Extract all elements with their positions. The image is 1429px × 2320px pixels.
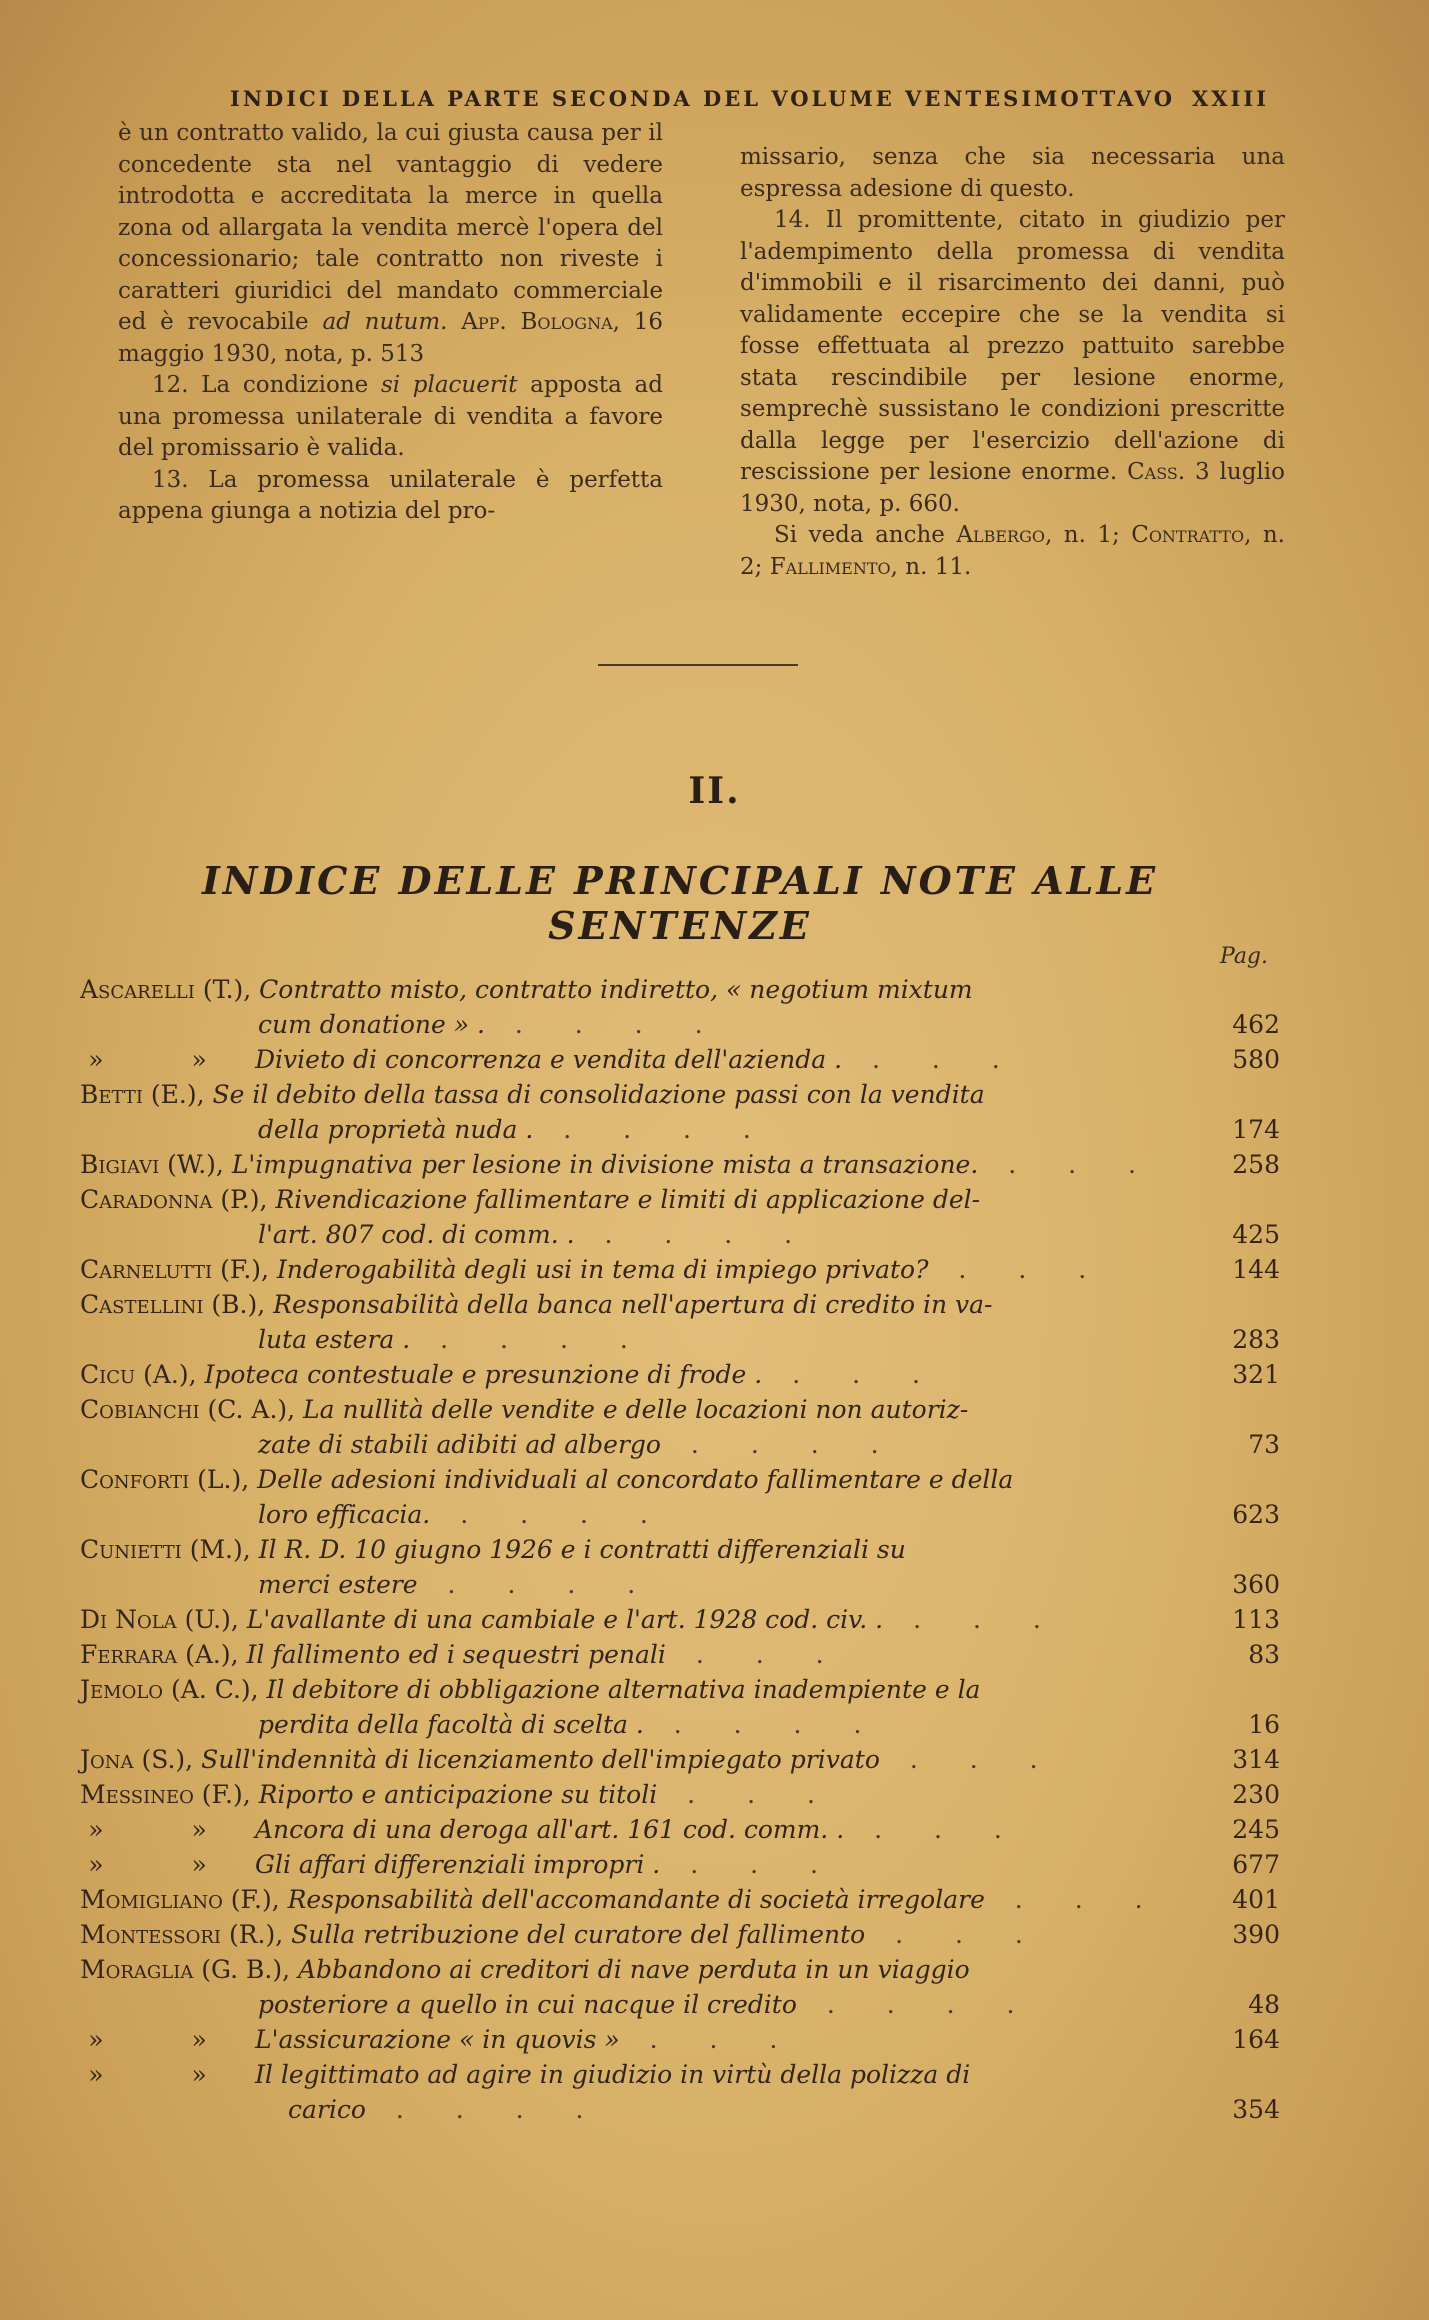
index-title: Inderogabilità degli usi in tema di impiego privato? — [276, 1255, 929, 1284]
index-entry — [80, 1917, 1280, 1952]
index-entry-line — [80, 1462, 1280, 1497]
index-author: Caradonna (P.), — [80, 1185, 276, 1214]
index-title: Se il debito della tassa di consolidazione passi con la vendita — [212, 1080, 985, 1109]
index-page-number: 321 — [1232, 1360, 1280, 1389]
dot-leader: . . . — [660, 1850, 840, 1879]
index-title: Divieto di concorrenza e vendita dell'azienda . — [255, 1045, 843, 1074]
index-title: Ipoteca contestuale e presunzione di frode . — [204, 1360, 763, 1389]
dot-leader: . . . . — [643, 1710, 884, 1739]
index-author: Betti (E.), — [80, 1080, 213, 1109]
index-page-number: 164 — [1232, 2025, 1280, 2054]
dot-leader: . . . . — [796, 1990, 1037, 2019]
dot-leader: . . . . — [365, 2095, 606, 2124]
index-entry — [80, 972, 1280, 1042]
index-page-number: 314 — [1232, 1745, 1280, 1774]
index-title: Abbandono ai creditori di nave perduta in un viaggio — [298, 1955, 970, 1984]
index-entry-line — [80, 2057, 1280, 2092]
index-title: L'impugnativa per lesione in divisione mista a transazione. — [231, 1150, 979, 1179]
left-column — [118, 118, 663, 528]
index-entry-line — [80, 1287, 1280, 1322]
index-author: Ascarelli (T.), — [80, 975, 260, 1004]
index-page-number: 390 — [1232, 1920, 1280, 1949]
index-title: Contratto misto, contratto indiretto, « negotium mixtum — [259, 975, 973, 1004]
index-entry-line — [80, 2092, 1280, 2127]
index-title: Il fallimento ed i sequestri penali — [246, 1640, 666, 1669]
ditto-mark: » » — [88, 2060, 247, 2089]
dot-leader: . . . . — [410, 1325, 650, 1354]
index-title: Responsabilità dell'accomandante di società irregolare — [287, 1885, 985, 1914]
index-entry — [80, 1882, 1280, 1917]
index-title: La nullità delle vendite e delle locazioni non autoriz- — [303, 1395, 969, 1424]
section-divider — [598, 664, 798, 666]
index-title: Il legittimato ad agire in giudizio in virtù della polizza di — [255, 2060, 971, 2089]
index-author: Cicu (A.), — [80, 1360, 205, 1389]
index-entry — [80, 1042, 1280, 1077]
index-page-number: 16 — [1248, 1710, 1280, 1739]
index-author: Messineo (F.), — [80, 1780, 259, 1809]
paragraph-14: 14. Il promittente, citato in giudizio per l'adempimento della promessa di vendita d'immobili e il risarcimento dei danni, può validamente eccepire che se la vendita si fosse effettuata al prezzo pattuito sarebbe stata rescindibile per lesione enorme, semprechè sussistano le condizioni prescritte dalla legge per l'esercizio dell'azione di rescissione per lesione enorme. Cass. 3 luglio 1930, nota, p. 660. — [740, 207, 1285, 517]
index-author: Cobianchi (C. A.), — [80, 1395, 304, 1424]
index-page-number: 73 — [1248, 1430, 1280, 1459]
index-entry-line — [80, 1812, 1280, 1847]
index-title-continued: zate di stabili adibiti ad albergo — [258, 1430, 661, 1459]
index-author: Carnelutti (F.), — [80, 1255, 277, 1284]
index-entry-line — [80, 1882, 1280, 1917]
index-entry-line — [80, 1532, 1280, 1567]
index-title: Il debitore di obbligazione alternativa inadempiente e la — [266, 1675, 981, 1704]
index-entry-line — [80, 1672, 1280, 1707]
index-entry-line — [80, 1742, 1280, 1777]
index-title: Il R. D. 10 giugno 1926 e i contratti differenziali su — [258, 1535, 906, 1564]
dot-leader: . . . — [865, 1920, 1045, 1949]
index-entry-line — [80, 1987, 1280, 2022]
index-entry — [80, 1182, 1280, 1252]
paragraph-13: 13. La promessa unilaterale è perfetta appena giunga a notizia del pro- — [118, 466, 663, 524]
dot-leader: . . . . — [417, 1570, 658, 1599]
index-page-number: 360 — [1232, 1570, 1280, 1599]
dot-leader: . . . — [928, 1255, 1109, 1284]
index-page-number: 401 — [1232, 1885, 1280, 1914]
index-entry-line — [80, 1602, 1280, 1637]
index-page-number: 83 — [1248, 1640, 1280, 1669]
index-entry-line — [80, 1077, 1280, 1112]
right-column — [740, 142, 1285, 583]
dot-leader: . . . . — [430, 1500, 670, 1529]
section-title: INDICE DELLE PRINCIPALI NOTE ALLE SENTENZE — [201, 858, 1159, 948]
dot-leader: . . . — [883, 1605, 1063, 1634]
index-entry-line — [80, 1707, 1280, 1742]
index-entry — [80, 1952, 1280, 2022]
dot-leader: . . . — [657, 1780, 837, 1809]
index-entry — [80, 1147, 1280, 1182]
paragraph-11-tail: è un contratto valido, la cui giusta causa per il concedente sta nel vantaggio di vedere introdotta e accreditata la merce in quella zona od allargata la vendita mercè l'opera del concessionario; tale contratto non riveste i caratteri giuridici del mandato commerciale ed è revocabile ad nutum. App. Bologna, 16 maggio 1930, nota, p. 513 — [118, 120, 664, 367]
index-entry — [80, 1812, 1280, 1847]
index-entry-line — [80, 1252, 1280, 1287]
dot-leader: . . . . — [484, 1010, 725, 1039]
index-entry — [80, 1077, 1280, 1147]
index-title: Rivendicazione fallimentare e limiti di applicazione del- — [275, 1185, 981, 1214]
index-entry-line — [80, 1567, 1280, 1602]
index-title: Delle adesioni individuali al concordato fallimentare e della — [257, 1465, 1014, 1494]
index-author: Cunietti (M.), — [80, 1535, 259, 1564]
index-page-number: 425 — [1232, 1220, 1280, 1249]
index-page-number: 623 — [1232, 1500, 1280, 1529]
index-entry-line — [80, 1847, 1280, 1882]
index-entry-line — [80, 1917, 1280, 1952]
page-folio: XXIII — [1191, 86, 1269, 111]
index-entry-line — [80, 1497, 1280, 1532]
ditto-mark: » » — [88, 2025, 247, 2054]
dot-leader: . . . — [842, 1045, 1022, 1074]
index-title-continued: della proprietà nuda . — [258, 1115, 534, 1144]
index-title-continued: carico — [288, 2095, 366, 2124]
dot-leader: . . . — [879, 1745, 1060, 1774]
index-author: Jona (S.), — [80, 1745, 202, 1774]
dot-leader: . . . . — [660, 1430, 901, 1459]
index-entry — [80, 1637, 1280, 1672]
index-entry-line — [80, 1147, 1280, 1182]
index-author: Bigiavi (W.), — [80, 1150, 232, 1179]
index-title: Responsabilità della banca nell'apertura di credito in va- — [273, 1290, 993, 1319]
dot-leader: . . . — [665, 1640, 846, 1669]
index-title: Gli affari differenziali impropri . — [255, 1850, 661, 1879]
index-entry-line — [80, 1357, 1280, 1392]
index-author: Jemolo (A. C.), — [80, 1675, 267, 1704]
index-page-number: 354 — [1232, 2095, 1280, 2124]
index-entry — [80, 1252, 1280, 1287]
running-head-title: INDICI DELLA PARTE SECONDA DEL VOLUME VENTESIMOTTAVO — [230, 86, 1176, 111]
ditto-mark: » » — [88, 1045, 247, 1074]
index-entry-line — [80, 1007, 1280, 1042]
index-page-number: 245 — [1232, 1815, 1280, 1844]
dot-leader: . . . — [844, 1815, 1024, 1844]
index-author: Moraglia (G. B.), — [80, 1955, 298, 1984]
index-entry-line — [80, 1182, 1280, 1217]
index-page-number: 283 — [1232, 1325, 1280, 1354]
index-author: Momigliano (F.), — [80, 1885, 288, 1914]
index-entry — [80, 2022, 1280, 2057]
index-entry — [80, 2057, 1280, 2127]
index-entry-line — [80, 972, 1280, 1007]
dot-leader: . . . — [978, 1150, 1158, 1179]
index-author: Conforti (L.), — [80, 1465, 258, 1494]
index-author: Castellini (B.), — [80, 1290, 274, 1319]
index-entry-line — [80, 1427, 1280, 1462]
index-title-continued: merci estere — [258, 1570, 418, 1599]
index-page-number: 462 — [1232, 1010, 1280, 1039]
index-page-number: 258 — [1232, 1150, 1280, 1179]
index-entry-line — [80, 1217, 1280, 1252]
index-page-number: 580 — [1232, 1045, 1280, 1074]
index-author: Ferrara (A.), — [80, 1640, 247, 1669]
index-title-continued: cum donatione » . — [258, 1010, 485, 1039]
index-title-continued: loro efficacia. — [258, 1500, 431, 1529]
index-entry-line — [80, 2022, 1280, 2057]
ditto-mark: » » — [88, 1850, 247, 1879]
paragraph-12: 12. La condizione si placuerit apposta ad una promessa unilaterale di vendita a favore del promissario è valida. — [118, 372, 663, 461]
dot-leader: . . . — [984, 1885, 1165, 1914]
index-entry — [80, 1532, 1280, 1602]
index-title: L'avallante di una cambiale e l'art. 1928 cod. civ. . — [246, 1605, 884, 1634]
index-entry — [80, 1847, 1280, 1882]
index-entry-line — [80, 1392, 1280, 1427]
page-column-label: Pag. — [1220, 944, 1269, 969]
ditto-mark: » » — [88, 1815, 247, 1844]
index-entry — [80, 1287, 1280, 1357]
index-entry — [80, 1462, 1280, 1532]
index-title-continued: l'art. 807 cod. di comm. . — [258, 1220, 575, 1249]
index-title: Sull'indennità di licenziamento dell'impiegato privato — [201, 1745, 880, 1774]
see-also: Si veda anche Albergo, n. 1; Contratto, n. 2; Fallimento, n. 11. — [740, 522, 1285, 580]
index-page-number: 144 — [1232, 1255, 1280, 1284]
dot-leader: . . . . — [533, 1115, 773, 1144]
index-page-number: 230 — [1232, 1780, 1280, 1809]
index-entry — [80, 1357, 1280, 1392]
index-entry-line — [80, 1112, 1280, 1147]
index-entry-line — [80, 1042, 1280, 1077]
index-title: Ancora di una deroga all'art. 161 cod. comm. . — [255, 1815, 845, 1844]
index-entry — [80, 1672, 1280, 1742]
dot-leader: . . . — [619, 2025, 800, 2054]
index-entry — [80, 1742, 1280, 1777]
index-author: Di Nola (U.), — [80, 1605, 247, 1634]
index-title-continued: perdita della facoltà di scelta . — [258, 1710, 644, 1739]
paragraph-13-tail: missario, senza che sia necessaria una espressa adesione di questo. — [740, 144, 1285, 202]
index-list — [80, 972, 1280, 2127]
running-head — [230, 86, 1269, 111]
index-entry — [80, 1392, 1280, 1462]
index-page-number: 113 — [1232, 1605, 1280, 1634]
dot-leader: . . . — [762, 1360, 942, 1389]
index-page-number: 677 — [1232, 1850, 1280, 1879]
index-page-number: 174 — [1232, 1115, 1280, 1144]
index-title-continued: posteriore a quello in cui nacque il credito — [258, 1990, 797, 2019]
index-entry-line — [80, 1637, 1280, 1672]
index-title: Sulla retribuzione del curatore del fallimento — [291, 1920, 866, 1949]
index-entry-line — [80, 1952, 1280, 1987]
index-title: Riporto e anticipazione su titoli — [258, 1780, 658, 1809]
section-number: II. — [688, 770, 741, 812]
index-entry-line — [80, 1322, 1280, 1357]
index-author: Montessori (R.), — [80, 1920, 292, 1949]
index-title-continued: luta estera . — [258, 1325, 411, 1354]
index-page-number: 48 — [1248, 1990, 1280, 2019]
dot-leader: . . . . — [574, 1220, 815, 1249]
index-entry — [80, 1777, 1280, 1812]
index-entry — [80, 1602, 1280, 1637]
index-title: L'assicurazione « in quovis » — [255, 2025, 620, 2054]
index-entry-line — [80, 1777, 1280, 1812]
